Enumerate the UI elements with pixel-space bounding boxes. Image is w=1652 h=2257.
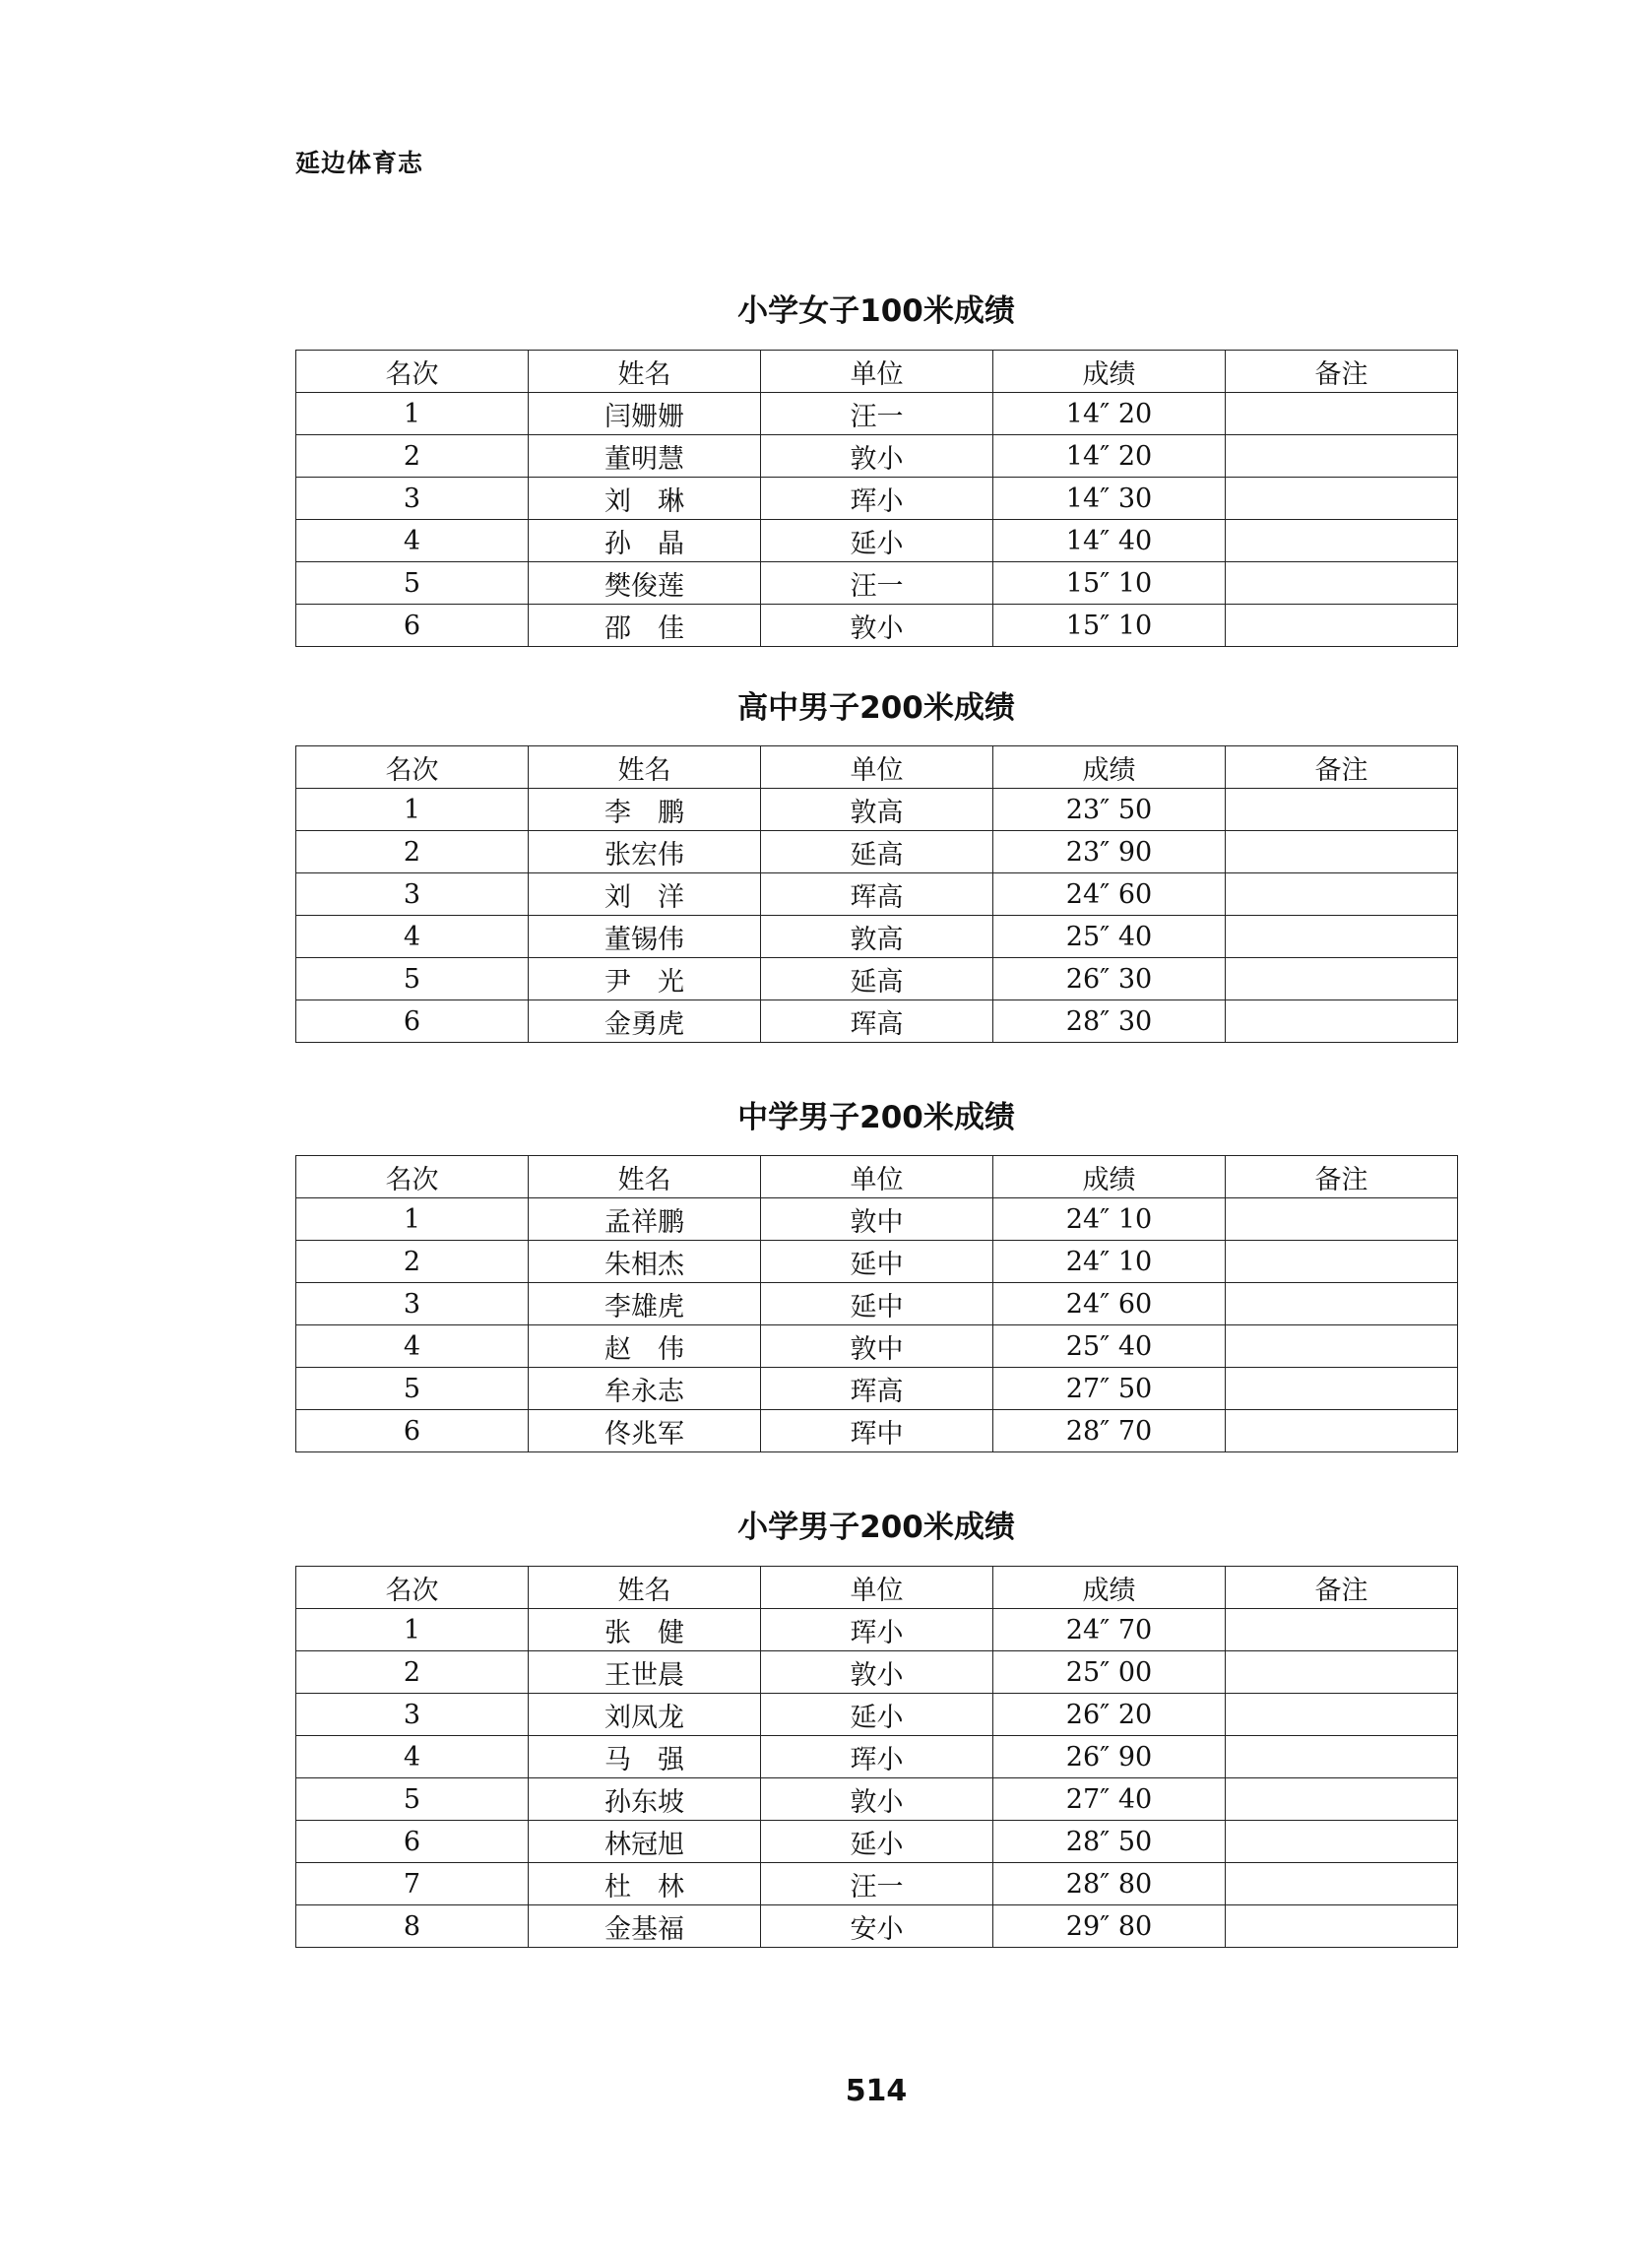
table-cell: 27″ 40 [993, 1778, 1226, 1821]
table-row [296, 958, 1458, 1000]
table-cell [1226, 605, 1458, 647]
column-header: 单位 [761, 1567, 993, 1609]
table-cell: 14″ 20 [993, 435, 1226, 478]
table-cell: 1 [296, 789, 529, 831]
table-cell: 敦小 [761, 605, 993, 647]
table-row [296, 1325, 1458, 1368]
table-cell: 延中 [761, 1283, 993, 1325]
table-title: 小学男子200米成绩 [737, 1510, 1015, 1545]
table-cell: 26″ 90 [993, 1736, 1226, 1778]
table-cell: 2 [296, 831, 529, 873]
table-cell: 马 强 [529, 1736, 761, 1778]
table-row [296, 1651, 1458, 1694]
table-row [296, 478, 1458, 520]
table-cell [1226, 478, 1458, 520]
table-cell: 26″ 20 [993, 1694, 1226, 1736]
column-header: 姓名 [529, 1567, 761, 1609]
column-header: 名次 [296, 1156, 529, 1198]
table-row [296, 1905, 1458, 1948]
table-cell [1226, 520, 1458, 562]
table-cell: 孙东坡 [529, 1778, 761, 1821]
table-cell: 2 [296, 435, 529, 478]
table-cell: 敦小 [761, 435, 993, 478]
table-row [296, 1000, 1458, 1043]
table-cell: 尹 光 [529, 958, 761, 1000]
column-header: 名次 [296, 746, 529, 789]
table-cell [1226, 916, 1458, 958]
table-row [296, 1198, 1458, 1241]
table-cell: 汪一 [761, 393, 993, 435]
table-row [296, 1736, 1458, 1778]
table-row [296, 916, 1458, 958]
table-cell: 15″ 10 [993, 562, 1226, 605]
column-header: 名次 [296, 351, 529, 393]
table-cell: 敦高 [761, 916, 993, 958]
table-row [296, 520, 1458, 562]
table-header-row [296, 746, 1458, 789]
table-cell [1226, 562, 1458, 605]
column-header: 单位 [761, 1156, 993, 1198]
table-cell: 赵 伟 [529, 1325, 761, 1368]
table-cell: 杜 林 [529, 1863, 761, 1905]
table-cell [1226, 1651, 1458, 1694]
table-cell: 珲高 [761, 1368, 993, 1410]
table-header-row [296, 1567, 1458, 1609]
table-cell: 刘 琳 [529, 478, 761, 520]
table-cell: 5 [296, 1368, 529, 1410]
table-cell: 金基福 [529, 1905, 761, 1948]
table-cell: 1 [296, 1198, 529, 1241]
table-row [296, 435, 1458, 478]
table-row [296, 789, 1458, 831]
table-cell: 1 [296, 393, 529, 435]
column-header: 单位 [761, 746, 993, 789]
table-header-row [296, 351, 1458, 393]
table-cell: 珲高 [761, 873, 993, 916]
table-cell: 金勇虎 [529, 1000, 761, 1043]
table-row [296, 1368, 1458, 1410]
table-cell [1226, 1241, 1458, 1283]
table-cell: 6 [296, 605, 529, 647]
column-header: 名次 [296, 1567, 529, 1609]
table-cell: 延小 [761, 1821, 993, 1863]
column-header: 备注 [1226, 746, 1458, 789]
table-cell: 24″ 60 [993, 1283, 1226, 1325]
table-cell: 李 鹏 [529, 789, 761, 831]
table-cell: 珲小 [761, 478, 993, 520]
table-cell: 敦高 [761, 789, 993, 831]
column-header: 单位 [761, 351, 993, 393]
table-cell [1226, 1863, 1458, 1905]
table-cell: 6 [296, 1000, 529, 1043]
table-cell: 29″ 80 [993, 1905, 1226, 1948]
table-cell: 24″ 70 [993, 1609, 1226, 1651]
table-cell: 汪一 [761, 562, 993, 605]
table-cell [1226, 873, 1458, 916]
column-header: 备注 [1226, 1156, 1458, 1198]
table-cell: 敦小 [761, 1651, 993, 1694]
table-cell: 4 [296, 520, 529, 562]
table-cell: 25″ 40 [993, 916, 1226, 958]
table-row [296, 1694, 1458, 1736]
table-cell: 延高 [761, 831, 993, 873]
column-header: 备注 [1226, 1567, 1458, 1609]
table-cell: 28″ 70 [993, 1410, 1226, 1452]
table-cell: 佟兆军 [529, 1410, 761, 1452]
table-cell: 朱相杰 [529, 1241, 761, 1283]
table-cell: 汪一 [761, 1863, 993, 1905]
table-cell: 4 [296, 1325, 529, 1368]
table-cell: 珲中 [761, 1410, 993, 1452]
table-row [296, 562, 1458, 605]
table-cell: 6 [296, 1821, 529, 1863]
table-cell [1226, 1368, 1458, 1410]
table-cell: 敦中 [761, 1325, 993, 1368]
column-header: 姓名 [529, 351, 761, 393]
table-cell: 孟祥鹏 [529, 1198, 761, 1241]
table-cell: 延高 [761, 958, 993, 1000]
table-cell [1226, 1694, 1458, 1736]
table-cell: 敦中 [761, 1198, 993, 1241]
table-cell: 7 [296, 1863, 529, 1905]
column-header: 姓名 [529, 1156, 761, 1198]
table-cell: 25″ 40 [993, 1325, 1226, 1368]
results-table [295, 745, 1458, 1043]
table-row [296, 393, 1458, 435]
table-row [296, 1609, 1458, 1651]
table-cell: 延小 [761, 520, 993, 562]
table-cell: 珲小 [761, 1609, 993, 1651]
table-cell [1226, 958, 1458, 1000]
table-cell: 珲高 [761, 1000, 993, 1043]
results-table [295, 350, 1458, 647]
table-cell [1226, 1905, 1458, 1948]
table-cell: 24″ 10 [993, 1241, 1226, 1283]
table-cell: 2 [296, 1651, 529, 1694]
results-table [295, 1155, 1458, 1452]
table-row [296, 873, 1458, 916]
table-row [296, 1821, 1458, 1863]
column-header: 姓名 [529, 746, 761, 789]
table-title: 小学女子100米成绩 [737, 293, 1015, 329]
table-cell: 延小 [761, 1694, 993, 1736]
table-cell: 樊俊莲 [529, 562, 761, 605]
page-number: 514 [845, 2074, 908, 2108]
table-cell: 2 [296, 1241, 529, 1283]
table-cell [1226, 435, 1458, 478]
table-cell: 15″ 10 [993, 605, 1226, 647]
table-row [296, 1410, 1458, 1452]
table-cell: 张 健 [529, 1609, 761, 1651]
table-cell: 14″ 40 [993, 520, 1226, 562]
table-row [296, 1863, 1458, 1905]
table-cell: 牟永志 [529, 1368, 761, 1410]
table-cell: 24″ 10 [993, 1198, 1226, 1241]
table-cell: 3 [296, 873, 529, 916]
column-header: 备注 [1226, 351, 1458, 393]
table-title: 中学男子200米成绩 [737, 1100, 1015, 1135]
table-cell [1226, 393, 1458, 435]
table-cell: 28″ 50 [993, 1821, 1226, 1863]
table-row [296, 831, 1458, 873]
table-cell: 刘 洋 [529, 873, 761, 916]
table-cell: 孙 晶 [529, 520, 761, 562]
column-header: 成绩 [993, 1156, 1226, 1198]
results-table [295, 1566, 1458, 1948]
table-cell: 25″ 00 [993, 1651, 1226, 1694]
table-cell: 3 [296, 1694, 529, 1736]
table-row [296, 1283, 1458, 1325]
table-cell: 李雄虎 [529, 1283, 761, 1325]
table-cell: 闫姗姗 [529, 393, 761, 435]
table-cell: 林冠旭 [529, 1821, 761, 1863]
column-header: 成绩 [993, 351, 1226, 393]
table-cell: 23″ 90 [993, 831, 1226, 873]
running-header: 延边体育志 [295, 149, 424, 177]
table-cell: 8 [296, 1905, 529, 1948]
table-cell [1226, 1325, 1458, 1368]
table-cell: 刘凤龙 [529, 1694, 761, 1736]
table-cell [1226, 789, 1458, 831]
table-cell [1226, 1778, 1458, 1821]
table-row [296, 605, 1458, 647]
table-cell [1226, 1000, 1458, 1043]
table-cell: 27″ 50 [993, 1368, 1226, 1410]
table-cell: 24″ 60 [993, 873, 1226, 916]
table-cell: 邵 佳 [529, 605, 761, 647]
table-cell: 23″ 50 [993, 789, 1226, 831]
table-cell: 28″ 30 [993, 1000, 1226, 1043]
table-cell: 董明慧 [529, 435, 761, 478]
table-cell: 安小 [761, 1905, 993, 1948]
table-cell: 张宏伟 [529, 831, 761, 873]
table-cell: 1 [296, 1609, 529, 1651]
table-cell: 26″ 30 [993, 958, 1226, 1000]
column-header: 成绩 [993, 746, 1226, 789]
table-cell: 28″ 80 [993, 1863, 1226, 1905]
table-cell: 14″ 30 [993, 478, 1226, 520]
table-cell: 3 [296, 478, 529, 520]
table-cell: 4 [296, 916, 529, 958]
table-cell: 6 [296, 1410, 529, 1452]
table-cell: 董锡伟 [529, 916, 761, 958]
column-header: 成绩 [993, 1567, 1226, 1609]
table-cell: 4 [296, 1736, 529, 1778]
table-cell [1226, 831, 1458, 873]
table-cell: 敦小 [761, 1778, 993, 1821]
table-header-row [296, 1156, 1458, 1198]
table-cell: 5 [296, 1778, 529, 1821]
table-cell: 珲小 [761, 1736, 993, 1778]
table-cell: 5 [296, 562, 529, 605]
table-cell [1226, 1198, 1458, 1241]
table-cell [1226, 1736, 1458, 1778]
table-cell: 5 [296, 958, 529, 1000]
table-cell [1226, 1821, 1458, 1863]
table-cell: 14″ 20 [993, 393, 1226, 435]
table-cell: 王世晨 [529, 1651, 761, 1694]
table-cell [1226, 1410, 1458, 1452]
table-cell: 延中 [761, 1241, 993, 1283]
table-title: 高中男子200米成绩 [737, 690, 1015, 726]
table-cell [1226, 1609, 1458, 1651]
table-cell [1226, 1283, 1458, 1325]
table-row [296, 1241, 1458, 1283]
table-cell: 3 [296, 1283, 529, 1325]
table-row [296, 1778, 1458, 1821]
